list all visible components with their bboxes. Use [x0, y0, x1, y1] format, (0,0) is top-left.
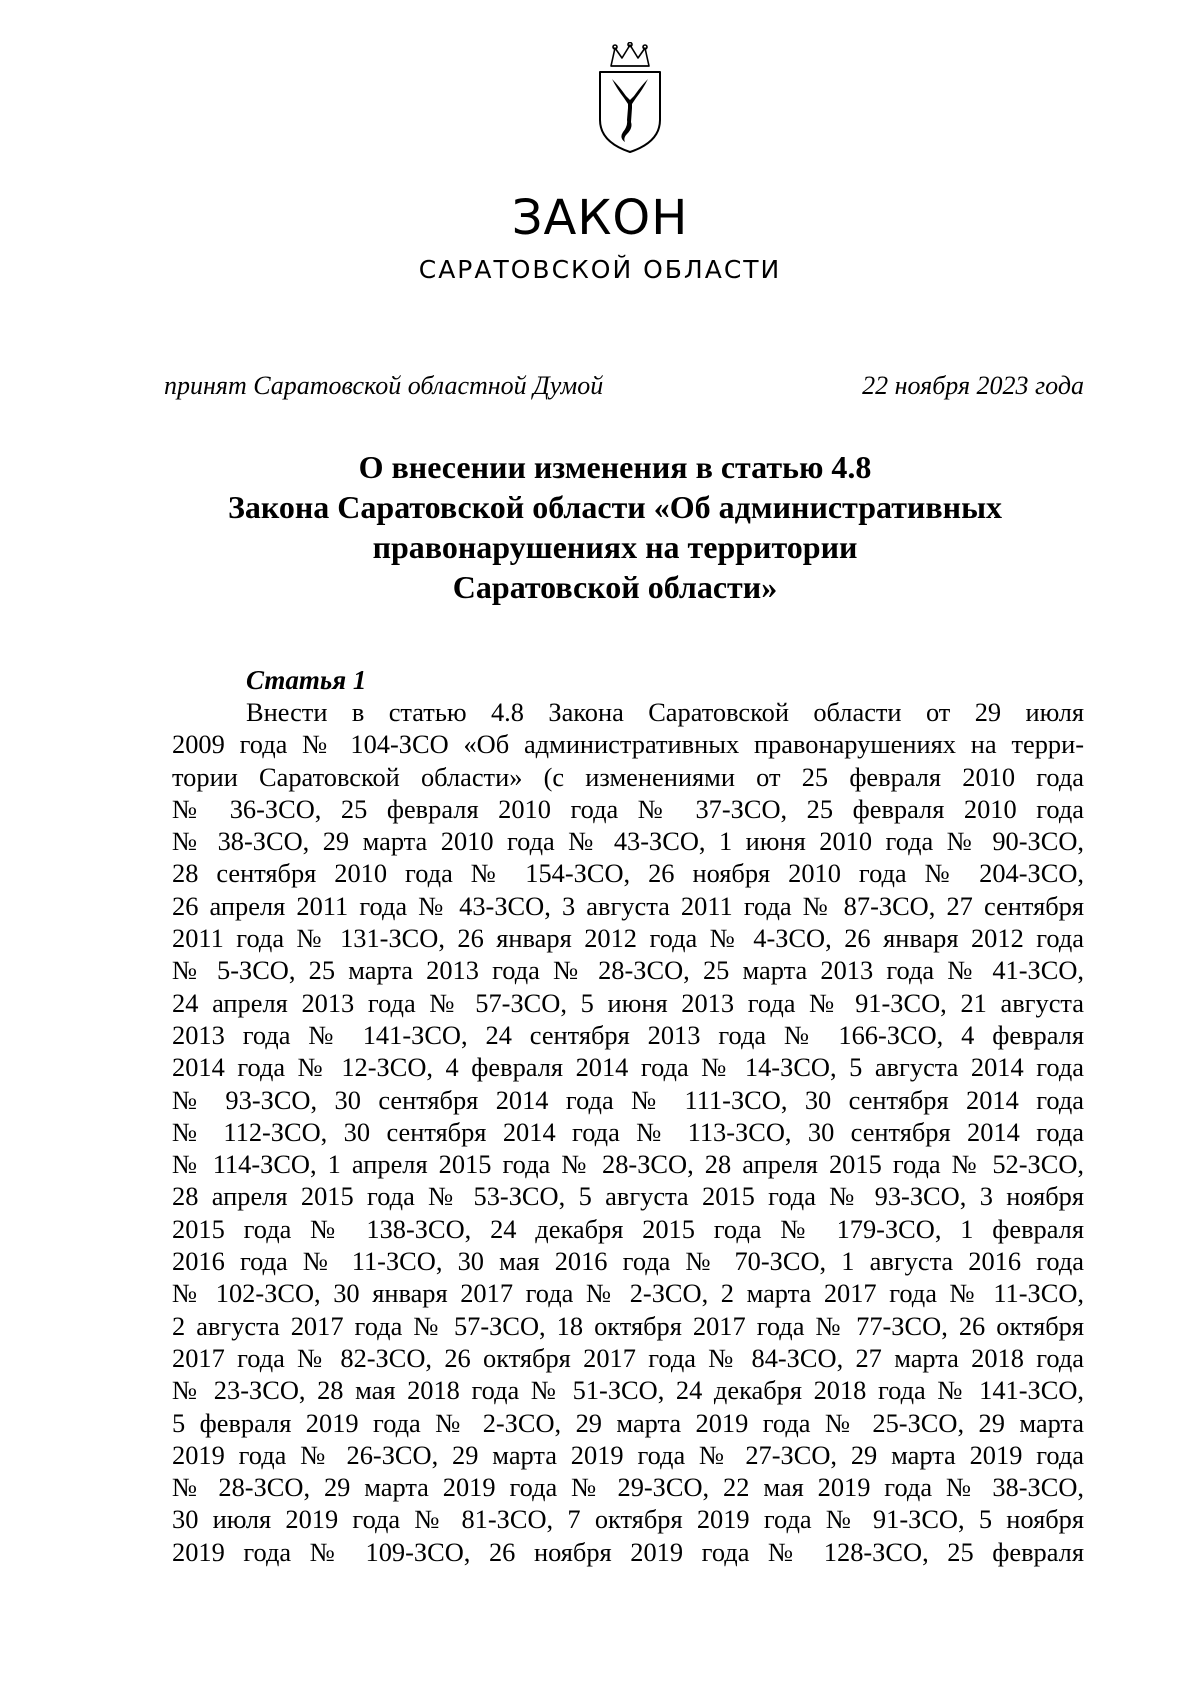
body-line: № 102-ЗСО, 30 января 2017 года № 2-ЗСО, 2 марта 2017 года № 11-ЗСО,: [172, 1278, 1084, 1309]
body-line: № 114-ЗСО, 1 апреля 2015 года № 28-ЗСО, 28 апреля 2015 года № 52-ЗСО,: [172, 1149, 1084, 1180]
body-line: № 112-ЗСО, 30 сентября 2014 года № 113-ЗСО, 30 сентября 2014 года: [172, 1116, 1084, 1147]
body-line: 24 апреля 2013 года № 57-ЗСО, 5 июня 2013 года № 91-ЗСО, 21 августа: [172, 987, 1084, 1018]
body-line: 2017 года № 82-ЗСО, 26 октября 2017 года № 84-ЗСО, 27 марта 2018 года: [172, 1342, 1084, 1373]
body-line: 28 апреля 2015 года № 53-ЗСО, 5 августа 2015 года № 93-ЗСО, 3 ноября: [172, 1181, 1084, 1212]
heading-line: Саратовской области»: [452, 569, 778, 605]
heading-line: О внесении изменения в статью 4.8: [358, 449, 872, 485]
body-line: 2011 года № 131-ЗСО, 26 января 2012 года № 4-ЗСО, 26 января 2012 года: [172, 923, 1084, 954]
adoption-date: 22 ноября 2023 года: [862, 371, 1084, 400]
body-line: 2016 года № 11-ЗСО, 30 мая 2016 года № 70-ЗСО, 1 августа 2016 года: [172, 1246, 1084, 1277]
body-line: тории Саратовской области» (с изменениями от 25 февраля 2010 года: [172, 761, 1084, 792]
body-line: 2015 года № 138-ЗСО, 24 декабря 2015 года № 179-ЗСО, 1 февраля: [172, 1213, 1084, 1244]
saratov-coat-of-arms-icon: [597, 42, 663, 154]
body-line: 2009 года № 104-ЗСО «Об административных правонарушениях на терри-: [172, 729, 1084, 760]
body-line: 2014 года № 12-ЗСО, 4 февраля 2014 года № 14-ЗСО, 5 августа 2014 года: [172, 1052, 1084, 1083]
body-line: 2019 года № 109-ЗСО, 26 ноября 2019 года № 128-ЗСО, 25 февраля: [172, 1536, 1084, 1567]
heading-line: Закона Саратовской области «Об административных: [227, 489, 1003, 525]
body-line: Внести в статью 4.8 Закона Саратовской области от 29 июля: [246, 697, 1084, 727]
body-line: 2019 года № 26-ЗСО, 29 марта 2019 года № 27-ЗСО, 29 марта 2019 года: [172, 1439, 1084, 1470]
adoption-note: принят Саратовской областной Думой: [164, 371, 604, 400]
body-line: 30 июля 2019 года № 81-ЗСО, 7 октября 2019 года № 91-ЗСО, 5 ноября: [172, 1504, 1084, 1535]
body-line: № 28-ЗСО, 29 марта 2019 года № 29-ЗСО, 22 мая 2019 года № 38-ЗСО,: [172, 1472, 1084, 1503]
body-line: № 23-ЗСО, 28 мая 2018 года № 51-ЗСО, 24 декабря 2018 года № 141-ЗСО,: [172, 1375, 1084, 1406]
body-line: 2013 года № 141-ЗСО, 24 сентября 2013 года № 166-ЗСО, 4 февраля: [172, 1019, 1084, 1050]
body-line: 2 августа 2017 года № 57-ЗСО, 18 октября 2017 года № 77-ЗСО, 26 октября: [172, 1310, 1084, 1341]
document-title: ЗАКОН: [511, 190, 689, 246]
article-label: Статья 1: [246, 665, 367, 695]
body-line: № 36-ЗСО, 25 февраля 2010 года № 37-ЗСО, 25 февраля 2010 года: [172, 793, 1084, 824]
body-line: № 93-ЗСО, 30 сентября 2014 года № 111-ЗСО, 30 сентября 2014 года: [172, 1084, 1084, 1115]
body-line: № 38-ЗСО, 29 марта 2010 года № 43-ЗСО, 1 июня 2010 года № 90-ЗСО,: [172, 826, 1084, 857]
body-line: 26 апреля 2011 года № 43-ЗСО, 3 августа 2011 года № 87-ЗСО, 27 сентября: [172, 890, 1084, 921]
document-subtitle: САРАТОВСКОЙ ОБЛАСТИ: [418, 255, 782, 284]
heading-line: правонарушениях на территории: [372, 529, 858, 565]
article-body: [172, 696, 1084, 1568]
law-heading: [0, 447, 1200, 607]
body-line: 5 февраля 2019 года № 2-ЗСО, 29 марта 2019 года № 25-ЗСО, 29 марта: [172, 1407, 1084, 1438]
body-line: № 5-ЗСО, 25 марта 2013 года № 28-ЗСО, 25 марта 2013 года № 41-ЗСО,: [172, 955, 1084, 986]
body-line: 28 сентября 2010 года № 154-ЗСО, 26 ноября 2010 года № 204-ЗСО,: [172, 858, 1084, 889]
